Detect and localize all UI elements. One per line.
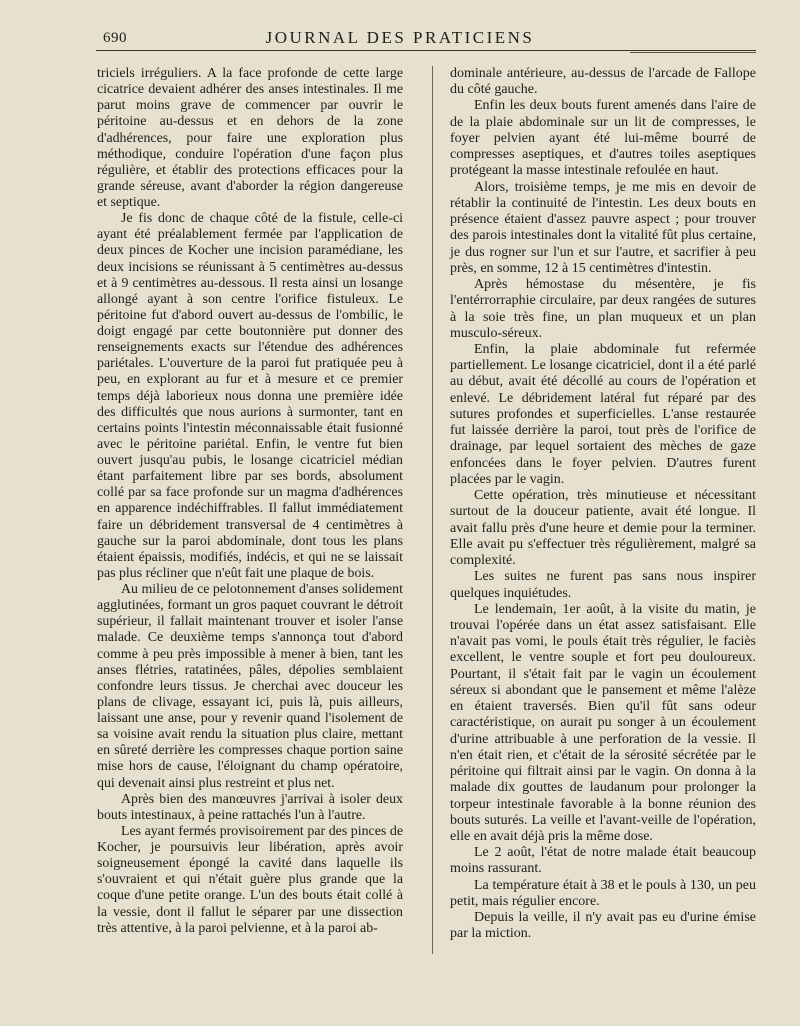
paragraph: triciels irréguliers. A la face profonde de cette large cicatrice devaient adhérer des anses intestinales. Il me parut moins grave de commencer par ouvrir le péritoine au-dessus et en dehors de la zone d'adhérences, pour faire une exploration plus méthodique, conduire l'opération d'une façon plus régulière, et établir des protections efficaces pour la grande séreuse, avant d'aborder la région dangereuse et septique. [97,66,403,210]
paragraph: Après hémostase du mésentère, je fis l'entérrorraphie circulaire, par deux rangées de sutures à la soie très fine, un plan muqueux et un plan musculo-séreux. [450,277,756,341]
right-column [450,66,756,943]
paragraph: Après bien des manœuvres j'arrivai à isoler deux bouts intestinaux, à peine rattachés l'un à l'autre. [97,791,403,823]
paragraph: Enfin, la plaie abdominale fut refermée partiellement. Le losange cicatriciel, dont il a été parlé au début, avait été décollé au cours de l'opération et enlevé. Le débridement latéral fut réparé par des sutures profondes et superficielles. L'anse restaurée fut laissée derrière la paroi, tout près de l'orifice de drainage, par lequel sortaient des mèches de gaze enfoncées dans le foyer pelvien. D'autres furent placées par le vagin. [450,341,756,487]
paragraph: Cette opération, très minutieuse et nécessitant surtout de la douceur patiente, avait été longue. Il avait fallu près d'une heure et demie pour la terminer. Elle avait pu s'effectuer très régulièrement, malgré sa complexité. [450,488,756,569]
paragraph: dominale antérieure, au-dessus de l'arcade de Fallope du côté gauche. [450,66,756,98]
left-column [97,66,403,937]
paragraph: Au milieu de ce pelotonnement d'anses solidement agglutinées, formant un gros paquet couvrant le détroit supérieur, il fallait maintenant trouver et isoler l'anse malade. Ce deuxième temps s'annonça tout d'abord comme à peu près impossible à mener à bien, tant les anses flétries, ratatinées, pâles, dépolies semblaient confondre leurs tissus. Je cherchai avec douceur les plans de clivage, essayant ici, puis là, puis ailleurs, laissant une anse, pour y revenir quand l'isolement de sa voisine avait rendu la situation plus claire, mettant en sûreté derrière les compresses chaque portion saine mise hors de cause, l'éloignant du champ opératoire, qui devenait ainsi plus restreint et plus net. [97,582,403,791]
paragraph: Depuis la veille, il n'y avait pas eu d'urine émise par la miction. [450,910,756,942]
paragraph: Je fis donc de chaque côté de la fistule, celle-ci ayant été préalablement fermée par l'application de deux pinces de Kocher une incision paramédiane, les deux incisions se réunissant à 5 centimètres au-dessus et à 9 centimètres au-dessous. Il resta ainsi un losange allongé ayant à son centre l'orifice fistuleux. Le péritoine fut d'abord ouvert au-dessus de l'ombilic, le doigt engagé par cette boutonnière put donner des renseignements exacts sur l'étendue des adhérences pariétales. L'ouverture de la paroi fut pratiquée peu à peu, en explorant au fur et à mesure et ce premier temps déjà laborieux nous donna une première idée des difficultés que nous aurions à surmonter, tant en certains points l'intestin méconnaissable était fusionné avec le péritoine pariétal. Enfin, le ventre fut bien ouvert jusqu'au pubis, le losange cicatriciel médian étant parfaitement libre par ses bords, absolument collé par sa face profonde sur un magma d'adhérences en apparence indéchiffrables. Il fallut immédiatement faire un débridement transversal de 4 centimètres à gauche sur la paroi abdominale, dont tous les plans étaient épaissis, modifiés, indécis, et qui ne se laissait pas plus récliner que n'eût fait une plaque de bois. [97,211,403,581]
page-number: 690 [103,30,127,46]
column-separator [432,66,433,954]
paragraph: Le lendemain, 1er août, à la visite du matin, je trouvai l'opérée dans un état assez satisfaisant. Elle n'avait pas vomi, le pouls était très régulier, le faciès excellent, le ventre souple et fort peu douloureux. Pourtant, il s'était fait par le vagin un écoulement séreux si abondant que le pansement et même l'alèze en étaient traversés. Bien qu'il fût sans odeur caractéristique, on aurait pu songer à un écoulement d'urine attribuable à une perforation de la vessie. Il n'en était rien, et c'était de la sérosité sécrétée par le péritoine qui filtrait ainsi par le vagin. On donna à la malade dix gouttes de laudanum pour prolonger la torpeur intestinale favorable à la bonne réunion des bouts suturés. La veille et l'avant-veille de l'opération, elle en avait déjà pris la même dose. [450,601,756,845]
paragraph: Les suites ne furent pas sans nous inspirer quelques inquiétudes. [450,569,756,601]
header-rule-secondary [630,52,756,53]
header-rule [96,50,756,51]
paragraph: Les ayant fermés provisoirement par des pinces de Kocher, je poursuivis leur libération, après avoir soigneusement épongé la cavité dans laquelle ils s'ouvraient et qui n'était guère plus grande que la coque d'une petite orange. L'un des bouts était collé à la vessie, dont il fallut le séparer par une dissection très attentive, à la paroi pelvienne, et à la paroi ab- [97,823,403,936]
paragraph: Le 2 août, l'état de notre malade était beaucoup moins rassurant. [450,845,756,877]
paragraph: Enfin les deux bouts furent amenés dans l'aire de de la plaie abdominale sur un lit de compresses, le foyer pelvien ayant été lui-même bourré de compresses aseptiques, et d'autres toiles aseptiques protégeant la masse intestinale refoulée en haut. [450,98,756,179]
paragraph: La température était à 38 et le pouls à 130, un peu petit, mais régulier encore. [450,877,756,909]
paragraph: Alors, troisième temps, je me mis en devoir de rétablir la continuité de l'intestin. Les deux bouts en présence étaient d'assez pauvre aspect ; pour trouver des parois intestinales dont la vitalité fût plus certaine, je dus rogner sur l'un et sur l'autre, et sacrifier à peu près, en somme, 12 à 15 centimètres d'intestin. [450,179,756,276]
running-title: JOURNAL DES PRATICIENS [265,28,535,47]
